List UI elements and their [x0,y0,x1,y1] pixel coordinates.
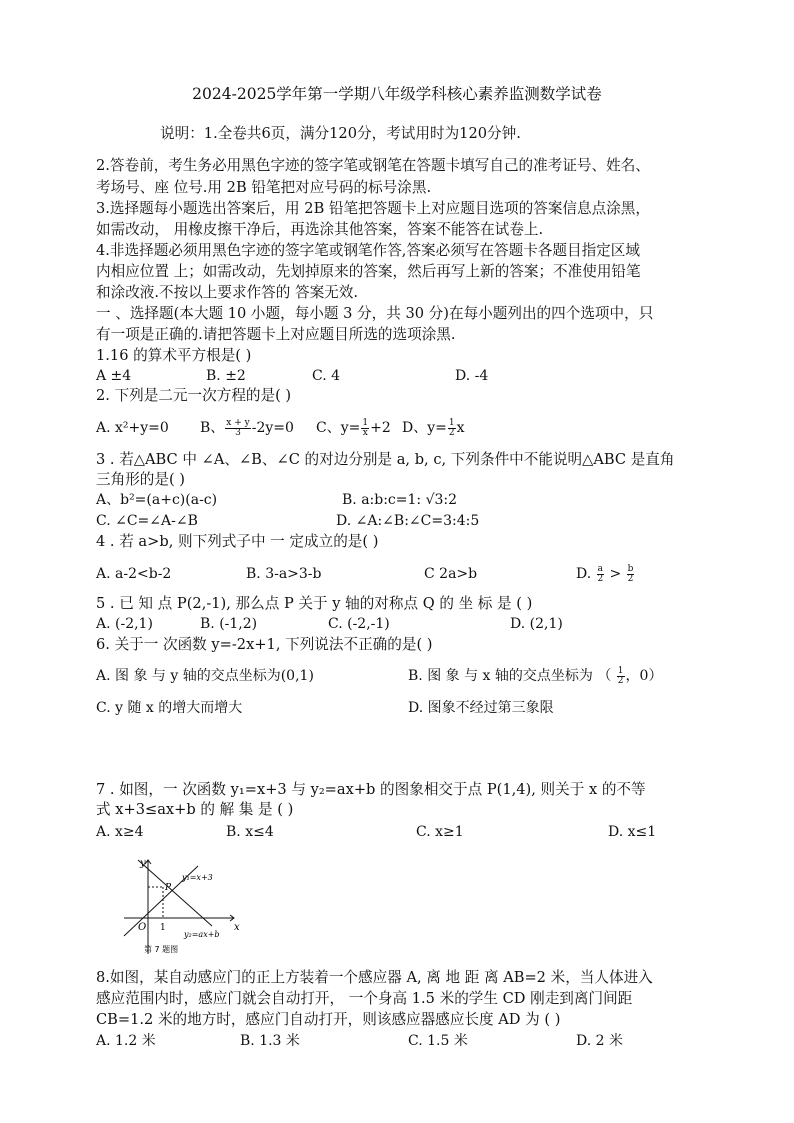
axis-x-label: x [234,922,240,933]
section-1-heading: 一 、选择题(本大题 10 小题，每小题 3 分，共 30 分)在每小题列出的四个选项中，只 [96,305,654,322]
q8-stem-line-3: CB=1.2 米的地方时，感应门自动打开，则该感应器感应长度 AD 为 ( ) [96,1011,561,1028]
line-y2-label: y₂=ax+b [184,930,220,939]
q5-stem: 5 . 已 知 点 P(2,-1), 那么点 P 关于 y 轴的对称点 Q 的 坐 标 是 ( ) [96,595,533,612]
q1-option-d: D. -4 [455,368,489,384]
q7-option-a: A. x≥4 [96,824,144,840]
q1-option-c: C. 4 [312,368,341,384]
q6-option-b: B. 图 象 与 x 轴的交点坐标为 （ $\frac{1}{2}$ ，0） [408,665,663,686]
q1-stem: 1.16 的算术平方根是( ) [96,347,252,364]
exam-title: 2024-2025学年第一学期八年级学科核心素养监测数学试卷 [192,85,602,103]
q5-option-b: B. (-1,2) [200,616,258,632]
q2-option-d: D、y= $\frac{1}{2}$ x [402,417,465,438]
tick-1-label: 1 [160,923,166,933]
q4-stem: 4 . 若 a>b, 则下列式子中 一 定成立的是( ) [96,533,379,550]
q7-figure [120,854,250,958]
q8-option-b: B. 1.3 米 [240,1033,300,1049]
q7-option-b: B. x≤4 [226,824,274,840]
q1-option-a: A ±4 [96,368,132,384]
q6-stem: 6. 关于一 次函数 y=-2x+1, 下列说法不正确的是( ) [96,636,433,653]
instruction-line-4b: 内相应位置 上；如需改动，先划掉原来的答案，然后再写上新的答案；不准使用铅笔 [96,263,641,280]
q3-option-b: B. a:b:c=1: √3:2 [342,492,458,508]
q8-option-a: A. 1.2 米 [96,1033,156,1049]
instruction-line-2b: 考场号、座 位号.用 2B 铅笔把对应号码的标号涂黑. [96,179,432,196]
q2-stem: 2. 下列是二元一次方程的是( ) [96,387,292,404]
q1-option-b: B. ±2 [206,368,246,384]
q5-option-a: A. (-2,1) [96,616,153,632]
q8-stem-line-2: 感应范围内时，感应门就会自动打开， 一个身高 1.5 米的学生 CD 刚走到离门间距 [96,990,633,1007]
q7-option-c: C. x≥1 [416,824,464,840]
figure-caption: 第 7 题图 [144,945,179,954]
q3-option-d: D. ∠A:∠B:∠C=3:4:5 [336,513,480,529]
q6-option-d: D. 图象不经过第三象限 [408,700,554,716]
q2-option-c: C、y= $\frac{1}{x}$ +2 [316,417,391,438]
instruction-line-3a: 3.选择题每小题选出答案后，用 2B 铅笔把答题卡上对应题目选项的答案信息点涂黑， [96,200,650,217]
q4-option-c: C 2a>b [424,566,478,582]
section-1-note: 有一项是正确的.请把答题卡上对应题目所选的选项涂黑. [96,326,456,343]
instruction-line-4a: 4.非选择题必须用黑色字迹的签字笔或钢笔作答,答案必须写在答题卡各题目指定区域 [96,242,640,259]
q4-option-b: B. 3-a>3-b [246,566,322,582]
axis-y-label: y [140,858,146,869]
q8-option-d: D. 2 米 [576,1033,623,1049]
q2-option-b: B、 $\frac{x + y}{3}$ -2y=0 [200,417,294,438]
q4-option-a: A. a-2<b-2 [96,566,172,582]
instruction-line-4c: 和涂改液.不按以上要求作答的 答案无效. [96,284,359,301]
instruction-line-2a: 2.答卷前，考生务必用黑色字迹的签字笔或钢笔在答题卡填写自己的准考证号、姓名、 [96,157,650,174]
q7-stem-line-1: 7 . 如图，一 次函数 y₁=x+3 与 y₂=ax+b 的图象相交于点 P(1,4), 则关于 x 的不等 [96,781,646,798]
instruction-line-1: 说明：1.全卷共6页，满分120分，考试用时为120分钟. [160,125,521,142]
q6-option-c: C. y 随 x 的增大而增大 [96,700,243,716]
q3-stem-line-1: 3 . 若△ABC 中 ∠A、∠B、∠C 的对边分别是 a, b, c, 下列条件中不能说明△ABC 是直角 [96,451,675,468]
q5-option-c: C. (-2,-1) [328,616,390,632]
q8-option-c: C. 1.5 米 [408,1033,468,1049]
point-p-label: P [165,883,172,893]
q8-stem-line-1: 8.如图，某自动感应门的正上方装着一个感应器 A, 离 地 距 离 AB=2 米，当人体进入 [96,969,653,986]
q7-option-d: D. x≤1 [608,824,657,840]
q2-option-a: A. x²+y=0 [96,420,169,436]
q7-stem-line-2: 式 x+3≤ax+b 的 解 集 是 ( ) [96,801,294,818]
origin-label: O [138,922,147,933]
q3-option-a: A、b²=(a+c)(a-c) [96,492,218,508]
q3-option-c: C. ∠C=∠A-∠B [96,513,198,529]
line-y2 [138,860,212,926]
q4-option-d: D. $\frac{a}{2}$ > $\frac{b}{2}$ [576,563,634,584]
q3-stem-line-2: 三角形的是( ) [96,471,185,488]
q6-option-a: A. 图 象 与 y 轴的交点坐标为(0,1) [96,668,314,684]
q5-option-d: D. (2,1) [510,616,563,632]
instruction-line-3b: 如需改动， 用橡皮擦干净后，再选涂其他答案，答案不能答在试卷上. [96,221,544,238]
line-y1-label: y₁=x+3 [182,873,213,882]
